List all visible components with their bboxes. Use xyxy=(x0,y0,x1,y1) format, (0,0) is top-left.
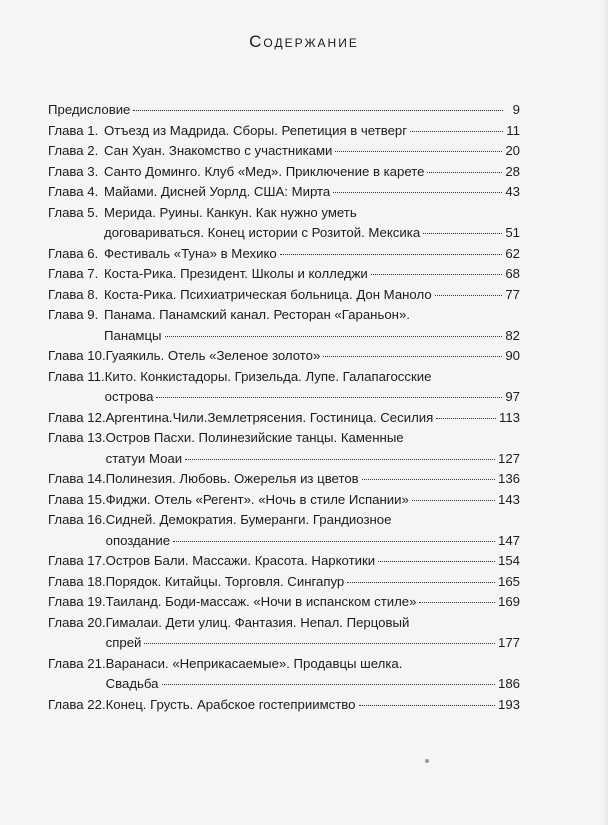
chapter-label: Глава 22. xyxy=(48,696,106,712)
toc-page-number: 177 xyxy=(497,635,520,650)
toc-entry-text: Гималаи. Дети улиц. Фантазия. Непал. Перцовый xyxy=(105,614,410,630)
toc-page-number: 193 xyxy=(497,696,520,712)
toc-entry-text: статуи Моаи xyxy=(105,450,183,466)
toc-page-number: 147 xyxy=(497,532,520,548)
toc-entry-text: Предисловие xyxy=(48,102,131,117)
toc-entry-text: Панамцы xyxy=(104,327,162,343)
toc-entry-text: Аргентина.Чили.Землетрясения. Гостиница. Сесилия xyxy=(105,409,434,425)
chapter-label: Глава 16. xyxy=(48,512,106,527)
toc-page-number: 43 xyxy=(505,184,520,199)
dot-leader xyxy=(362,479,495,480)
toc-page-number: 11 xyxy=(506,122,520,138)
toc-entry-text: Остров Бали. Массажи. Красота. Наркотики xyxy=(105,553,376,568)
toc-entry-chapter xyxy=(48,285,520,306)
toc-entry-line xyxy=(104,326,520,347)
toc-page-number: 51 xyxy=(505,225,520,240)
toc-entry-body xyxy=(104,162,520,183)
toc-entry-body xyxy=(106,469,520,490)
toc-entry-line xyxy=(106,592,520,613)
chapter-label: Глава 21. xyxy=(48,655,106,671)
dot-leader xyxy=(185,459,495,460)
toc-entry-line xyxy=(104,121,520,142)
chapter-label: Глава 1. xyxy=(48,122,99,138)
toc-entry-body xyxy=(106,654,520,695)
toc-entry-chapter xyxy=(48,592,520,613)
toc-entry-text: Фестиваль «Туна» в Мехико xyxy=(104,245,277,261)
chapter-label: Глава 18. xyxy=(48,573,106,589)
toc-entry-line xyxy=(106,346,520,367)
chapter-label: Глава 10. xyxy=(48,348,106,363)
toc-page-number: 165 xyxy=(497,573,520,589)
toc-entry-text: Сидней. Демократия. Бумеранги. Грандиозное xyxy=(105,512,392,527)
paper-speck xyxy=(425,759,429,763)
toc-entry-text: Коста-Рика. Психиатрическая больница. Дон Маноло xyxy=(104,286,432,302)
toc-page-number: 186 xyxy=(497,676,520,691)
toc-entry-line xyxy=(104,223,520,244)
dot-leader xyxy=(410,131,503,132)
dot-leader xyxy=(435,295,503,296)
dot-leader xyxy=(427,172,502,173)
toc-entry-body xyxy=(106,695,520,716)
toc-entry-chapter xyxy=(48,305,520,346)
toc-entry-line xyxy=(104,141,520,162)
dot-leader xyxy=(173,541,495,542)
toc-entry-line xyxy=(48,100,520,121)
toc-entry-body xyxy=(104,203,520,244)
toc-entry-text: Санто Доминго. Клуб «Мед». Приключение в карете xyxy=(104,163,425,179)
toc-entry-chapter xyxy=(48,654,520,695)
toc-entry-text: Мерида. Руины. Канкун. Как нужно уметь xyxy=(104,204,357,220)
dot-leader xyxy=(412,500,495,501)
toc-page-number: 90 xyxy=(505,348,520,363)
toc-entry-body xyxy=(106,490,520,511)
chapter-label: Глава 9. xyxy=(48,307,99,322)
toc-entry-chapter xyxy=(48,162,520,183)
toc-entry-text: Варанаси. «Неприкасаемые». Продавцы шелка. xyxy=(105,655,403,671)
toc-entry-line xyxy=(104,162,520,183)
toc-page-number: 113 xyxy=(498,409,520,425)
toc-entry-chapter xyxy=(48,121,520,142)
toc-entry-text: Панама. Панамский канал. Ресторан «Гараньон». xyxy=(104,307,410,322)
dot-leader xyxy=(371,274,503,275)
chapter-label: Глава 19. xyxy=(48,594,106,609)
toc-page-number: 127 xyxy=(497,450,520,466)
toc-entry-text: Кито. Конкистадоры. Гризельда. Лупе. Галапагосские xyxy=(104,368,432,384)
toc-entry-body xyxy=(106,572,520,593)
toc-entry-text: Остров Пасхи. Полинезийские танцы. Каменные xyxy=(105,430,404,445)
toc-entry-text: острова xyxy=(104,389,154,404)
toc-entry-text: Порядок. Китайцы. Торговля. Сингапур xyxy=(105,573,345,589)
toc-entry-chapter xyxy=(48,203,520,244)
toc-entry-body xyxy=(104,285,520,306)
chapter-label: Глава 7. xyxy=(48,266,99,281)
toc-entry-chapter xyxy=(48,551,520,572)
dot-leader xyxy=(144,643,495,644)
toc-entry-line xyxy=(106,695,520,716)
toc-entry-body xyxy=(104,305,520,346)
toc-entry-chapter xyxy=(48,695,520,716)
toc-entry-text: Конец. Грусть. Арабское гостеприимство xyxy=(105,696,356,712)
dot-leader xyxy=(133,110,503,111)
toc-page-number: 136 xyxy=(497,471,520,486)
chapter-label: Глава 12. xyxy=(48,409,106,425)
toc-page-number: 154 xyxy=(497,553,520,568)
toc-entry-body xyxy=(106,346,520,367)
toc-entry-line xyxy=(106,469,520,490)
toc-entry-body xyxy=(104,244,520,265)
table-of-contents xyxy=(48,100,520,715)
chapter-label: Глава 13. xyxy=(48,430,106,445)
dot-leader xyxy=(323,356,502,357)
toc-entry-body xyxy=(106,592,520,613)
toc-entry-chapter xyxy=(48,346,520,367)
toc-entry-body xyxy=(104,182,520,203)
toc-entry-line xyxy=(105,387,520,408)
toc-page-number: 169 xyxy=(497,594,520,609)
toc-entry-chapter xyxy=(48,141,520,162)
toc-page-number: 9 xyxy=(512,102,520,117)
chapter-label: Глава 2. xyxy=(48,143,99,158)
toc-entry-text: Гуаякиль. Отель «Зеленое золото» xyxy=(105,348,321,363)
chapter-label: Глава 11. xyxy=(48,368,105,384)
toc-page-number: 77 xyxy=(505,286,520,302)
dot-leader xyxy=(423,233,502,234)
toc-entry-line xyxy=(106,633,520,654)
toc-page-number: 68 xyxy=(505,266,520,281)
dot-leader xyxy=(359,705,495,706)
chapter-label: Глава 14. xyxy=(48,471,106,486)
chapter-label: Глава 17. xyxy=(48,553,106,568)
toc-entry-body xyxy=(106,408,520,429)
toc-entry-chapter xyxy=(48,469,520,490)
dot-leader xyxy=(436,418,496,419)
toc-entry-chapter xyxy=(48,613,520,654)
chapter-label: Глава 3. xyxy=(48,163,99,179)
toc-entry-line xyxy=(106,408,520,429)
toc-entry-body xyxy=(105,367,520,408)
toc-entry-line xyxy=(106,531,520,552)
chapter-label: Глава 8. xyxy=(48,286,99,302)
toc-entry-line xyxy=(104,182,520,203)
toc-entry-body xyxy=(106,613,520,654)
chapter-label: Глава 20. xyxy=(48,614,106,630)
toc-entry-text: Фиджи. Отель «Регент». «Ночь в стиле Испании» xyxy=(105,491,409,507)
dot-leader xyxy=(335,151,502,152)
dot-leader xyxy=(280,254,503,255)
toc-entry-chapter xyxy=(48,408,520,429)
chapter-label: Глава 4. xyxy=(48,184,99,199)
toc-entry-body xyxy=(48,100,520,121)
toc-entry-preface xyxy=(48,100,520,121)
toc-entry-chapter xyxy=(48,182,520,203)
toc-entry-text: опоздание xyxy=(105,532,171,548)
toc-page-number: 143 xyxy=(497,491,520,507)
toc-entry-body xyxy=(104,264,520,285)
chapter-label: Глава 6. xyxy=(48,245,99,261)
toc-entry-text: спрей xyxy=(105,635,142,650)
toc-entry-line xyxy=(106,551,520,572)
toc-entry-chapter xyxy=(48,572,520,593)
toc-entry-body xyxy=(106,551,520,572)
dot-leader xyxy=(378,561,495,562)
dot-leader xyxy=(165,336,503,337)
chapter-label: Глава 5. xyxy=(48,204,99,220)
toc-entry-body xyxy=(106,510,520,551)
dot-leader xyxy=(347,582,495,583)
toc-entry-chapter xyxy=(48,264,520,285)
toc-entry-text: Сан Хуан. Знакомство с участниками xyxy=(104,143,333,158)
toc-entry-text: Отъезд из Мадрида. Сборы. Репетиция в четверг xyxy=(104,122,408,138)
toc-page-number: 97 xyxy=(505,389,520,404)
toc-entry-line xyxy=(104,244,520,265)
toc-entry-text: Коста-Рика. Президент. Школы и колледжи xyxy=(104,266,368,281)
toc-entry-body xyxy=(104,121,520,142)
toc-entry-text: Таиланд. Боди-массаж. «Ночи в испанском стиле» xyxy=(105,594,417,609)
toc-page-number: 82 xyxy=(505,327,520,343)
toc-page-number: 28 xyxy=(505,163,520,179)
dot-leader xyxy=(419,602,495,603)
toc-entry-text: Майами. Дисней Уорлд. США: Мирта xyxy=(104,184,331,199)
toc-entry-text: Полинезия. Любовь. Ожерелья из цветов xyxy=(105,471,359,486)
page-edge-shadow xyxy=(602,0,608,825)
toc-entry-line xyxy=(106,572,520,593)
chapter-label: Глава 15. xyxy=(48,491,106,507)
toc-entry-chapter xyxy=(48,428,520,469)
toc-entry-chapter xyxy=(48,244,520,265)
dot-leader xyxy=(156,397,502,398)
toc-entry-line xyxy=(106,490,520,511)
toc-entry-text: договариваться. Конец истории с Розитой. Мексика xyxy=(104,225,421,240)
toc-entry-chapter xyxy=(48,490,520,511)
toc-entry-body xyxy=(106,428,520,469)
toc-entry-line xyxy=(106,674,520,695)
toc-entry-line xyxy=(104,264,520,285)
toc-entry-chapter xyxy=(48,510,520,551)
toc-entry-body xyxy=(104,141,520,162)
toc-entry-text: Свадьба xyxy=(105,676,159,691)
dot-leader xyxy=(162,684,495,685)
toc-entry-chapter xyxy=(48,367,520,408)
toc-entry-line xyxy=(104,285,520,306)
toc-page-number: 62 xyxy=(505,245,520,261)
toc-page-number: 20 xyxy=(505,143,520,158)
page-title: Содержание xyxy=(249,32,359,51)
toc-entry-line xyxy=(106,449,520,470)
dot-leader xyxy=(333,192,502,193)
